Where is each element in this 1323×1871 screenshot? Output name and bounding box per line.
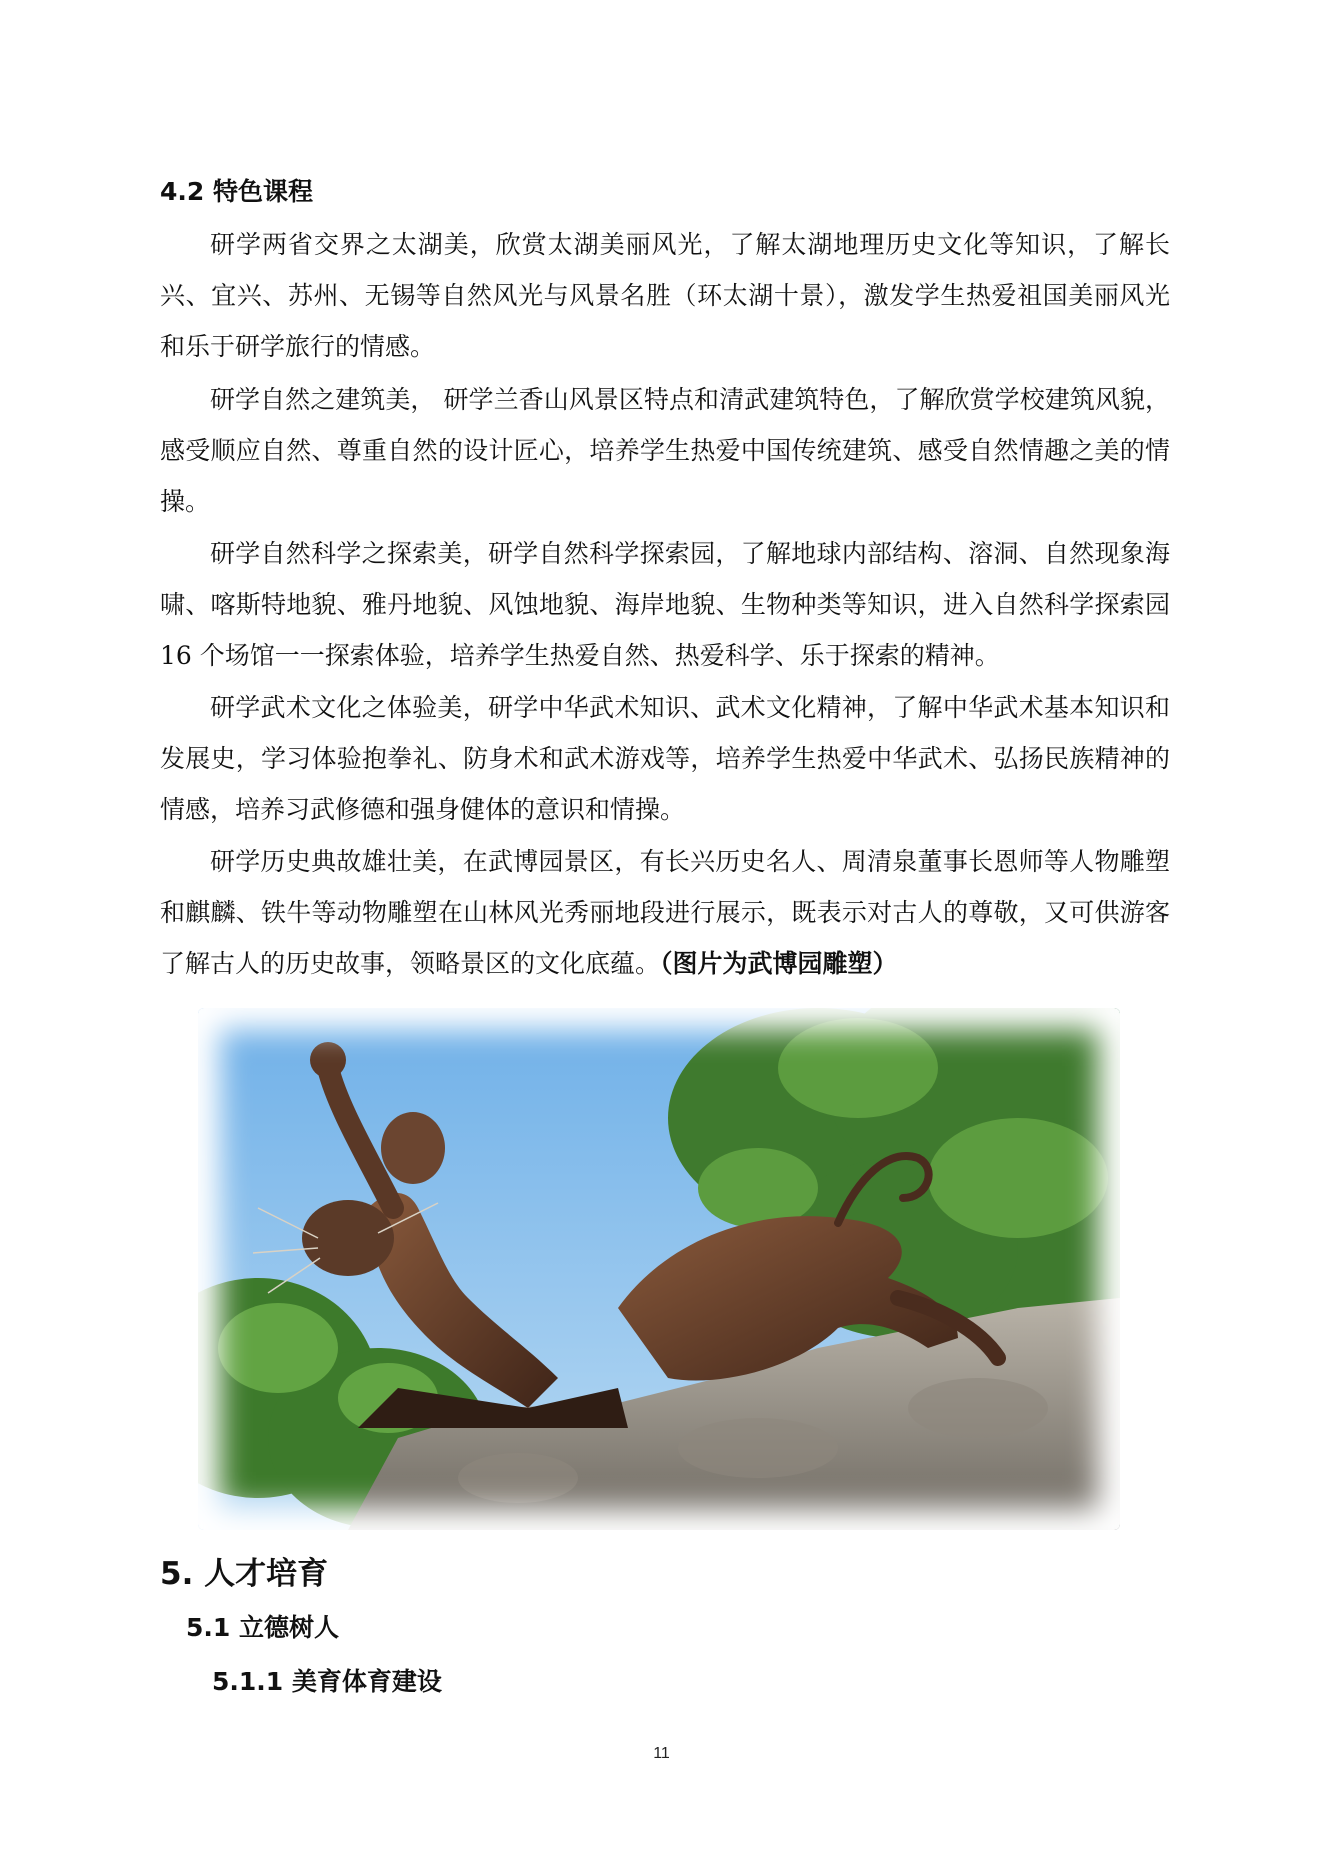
section-heading-4-2: 4.2 特色课程: [160, 177, 313, 206]
paragraph-architecture: 研学自然之建筑美， 研学兰香山风景区特点和清武建筑特色，了解欣赏学校建筑风貌，感受顺应自然、尊重自然的设计匠心，培养学生热爱中国传统建筑、感受自然情趣之美的情操。: [160, 385, 1170, 516]
sculpture-photo: [198, 1008, 1120, 1530]
paragraph-martial-arts: 研学武术文化之体验美，研学中华武术知识、武术文化精神，了解中华武术基本知识和发展史，学习体验抱拳礼、防身术和武术游戏等，培养学生热爱中华武术、弘扬民族精神的情感，培养习武修德和强身健体的意识和情操。: [160, 693, 1170, 824]
section-heading-5-1-1: 5.1.1 美育体育建设: [212, 1667, 442, 1696]
page-number: 11: [653, 1745, 670, 1762]
paragraph-history: [160, 836, 1170, 989]
paragraph-history-text: 研学历史典故雄壮美，在武博园景区，有长兴历史名人、周清泉董事长恩师等人物雕塑和麒麟、铁牛等动物雕塑在山林风光秀丽地段进行展示，既表示对古人的尊敬，又可供游客了解古人的历史故事，领略景区的文化底蕴。: [160, 847, 1170, 978]
sculpture-illustration: [198, 1008, 1120, 1530]
paragraph-science: 研学自然科学之探索美，研学自然科学探索园，了解地球内部结构、溶洞、自然现象海啸、喀斯特地貌、雅丹地貌、风蚀地貌、海岸地貌、生物种类等知识，进入自然科学探索园 16 个场馆一一探索体验，培养学生热爱自然、热爱科学、乐于探索的精神。: [160, 539, 1170, 670]
image-caption: （图片为武博园雕塑）: [660, 949, 898, 978]
paragraph-taihu: 研学两省交界之太湖美，欣赏太湖美丽风光，了解太湖地理历史文化等知识，了解长兴、宜兴、苏州、无锡等自然风光与风景名胜（环太湖十景），激发学生热爱祖国美丽风光和乐于研学旅行的情感。: [160, 230, 1170, 361]
section-heading-5-1: 5.1 立德树人: [186, 1613, 339, 1642]
section-heading-5: 5. 人才培育: [160, 1556, 329, 1592]
